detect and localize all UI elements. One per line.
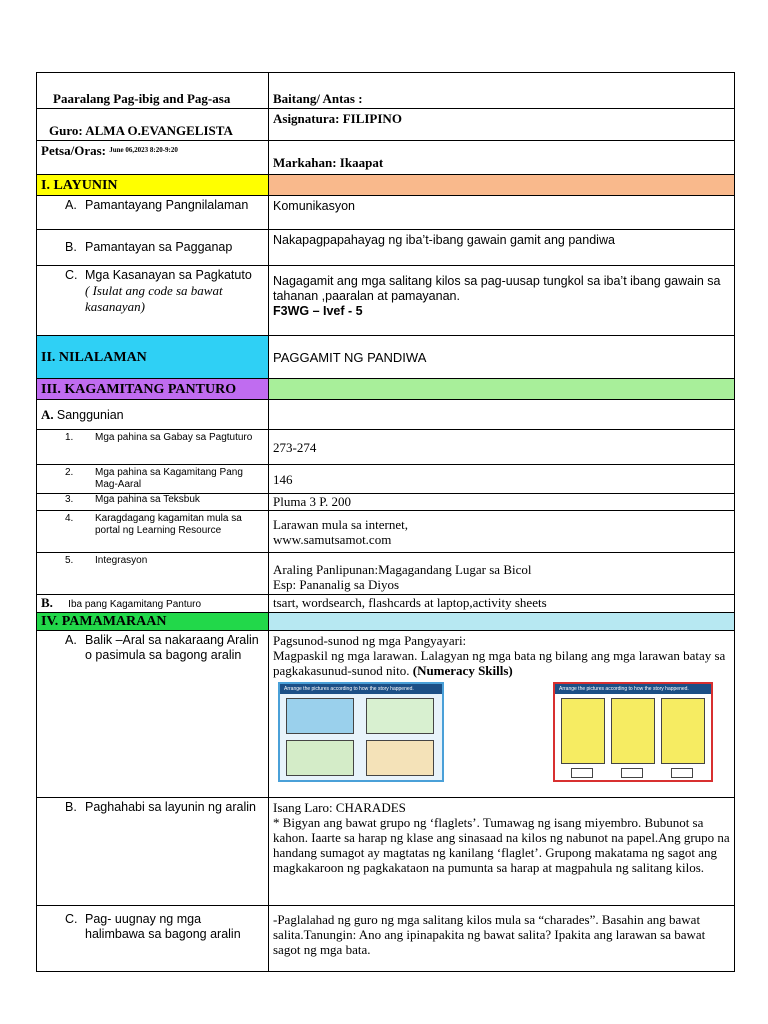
pamamaraan-title: IV. PAMAMARAAN bbox=[41, 614, 167, 629]
picture-stretch-icon bbox=[286, 740, 354, 776]
resource-value-4: Larawan mula sa internet, bbox=[273, 516, 408, 532]
layunin-c-letter: C. bbox=[65, 268, 78, 282]
kagamitan-header-right bbox=[269, 379, 735, 400]
picture-child-icon bbox=[661, 698, 705, 764]
sheet-caption-left: Arrange the pictures according to how the story happened. bbox=[280, 684, 442, 694]
resource-row-1 bbox=[37, 430, 269, 465]
resource-label-2: Mga pahina sa Kagamitang Pang Mag-Aaral bbox=[95, 467, 243, 490]
resource-value-cell-2 bbox=[269, 465, 735, 494]
resource-value-5b: Esp: Pananalig sa Diyos bbox=[273, 577, 400, 592]
layunin-a-value-cell bbox=[269, 196, 735, 230]
resource-num-5: 5. bbox=[65, 555, 74, 566]
pamamaraan-b-letter: B. bbox=[65, 800, 77, 814]
kagamitan-title: III. KAGAMITANG PANTURO bbox=[41, 382, 237, 397]
picture-girl-icon bbox=[561, 698, 605, 764]
picture-window-icon bbox=[286, 698, 354, 734]
date-label: Petsa/Oras: bbox=[41, 143, 106, 158]
pamamaraan-b-line1: Isang Laro: CHARADES bbox=[273, 800, 406, 815]
pamamaraan-a-text: Balik –Aral sa nakaraang Aralin o pasimula sa bagong aralin bbox=[85, 633, 259, 662]
activity-images bbox=[273, 678, 730, 784]
layunin-header-right bbox=[269, 175, 735, 196]
resource-num-3: 3. bbox=[65, 494, 74, 505]
school-name: Paaralang Pag-ibig and Pag-asa bbox=[53, 91, 231, 106]
layunin-b-value: Nakapagpapahayag ng iba’t-ibang gawain gamit ang pandiwa bbox=[273, 233, 615, 247]
layunin-header bbox=[37, 175, 269, 196]
quarter-label: Markahan: Ikaapat bbox=[273, 155, 384, 170]
sanggunian-cell bbox=[37, 400, 269, 430]
layunin-c-cell bbox=[37, 266, 269, 336]
resource-num-1: 1. bbox=[65, 432, 74, 443]
layunin-c-code: F3WG – Ivef - 5 bbox=[273, 304, 363, 318]
layunin-c-value-cell bbox=[269, 266, 735, 336]
layunin-c-note: ( Isulat ang code sa bawat kasanayan) bbox=[85, 283, 223, 314]
answer-box-2 bbox=[621, 768, 643, 778]
iba-pang-value: tsart, wordsearch, flashcards at laptop,activity sheets bbox=[273, 595, 547, 610]
layunin-a-value: Komunikasyon bbox=[273, 199, 355, 213]
answer-box-1 bbox=[571, 768, 593, 778]
subject-cell bbox=[269, 109, 735, 141]
teacher-cell bbox=[37, 109, 269, 141]
pamamaraan-c-cell bbox=[37, 906, 269, 972]
layunin-b-value-cell bbox=[269, 230, 735, 266]
subject-label: Asignatura: FILIPINO bbox=[273, 111, 402, 126]
grade-label: Baitang/ Antas : bbox=[273, 91, 363, 106]
resource-num-2: 2. bbox=[65, 467, 74, 478]
layunin-b-letter: B. bbox=[65, 240, 77, 254]
sanggunian-text: Sanggunian bbox=[56, 407, 124, 422]
picture-boy-icon bbox=[611, 698, 655, 764]
pamamaraan-b-text: Paghahabi sa layunin ng aralin bbox=[85, 800, 256, 814]
nilalaman-header bbox=[37, 336, 269, 379]
pamamaraan-c-value: -Paglalahad ng guro ng mga salitang kilos mula sa “charades”. Basahin ang bawat salita.Tanungin: Ano ang ipinapakita ng bawat salita? Ipakita ang larawan sa bawat sagot ng mga bata. bbox=[273, 912, 706, 957]
nilalaman-value: PAGGAMIT NG PANDIWA bbox=[273, 349, 427, 365]
pamamaraan-c-letter: C. bbox=[65, 912, 78, 926]
pamamaraan-a-value-cell bbox=[269, 631, 735, 798]
nilalaman-value-cell bbox=[269, 336, 735, 379]
resource-label-5: Integrasyon bbox=[95, 555, 148, 566]
pamamaraan-b-value-cell bbox=[269, 798, 735, 906]
layunin-c-text: Mga Kasanayan sa Pagkatuto bbox=[85, 268, 252, 282]
action-pictures-sheet bbox=[553, 682, 713, 782]
sheet-caption-right: Arrange the pictures according to how the story happened. bbox=[555, 684, 711, 694]
resource-label-1: Mga pahina sa Gabay sa Pagtuturo bbox=[95, 432, 253, 443]
lesson-plan-table bbox=[36, 72, 735, 972]
resource-value-cell-5 bbox=[269, 553, 735, 595]
pamamaraan-a-line1: Pagsunod-sunod ng mga Pangyayari: bbox=[273, 633, 467, 648]
layunin-b-text: Pamantayan sa Pagganap bbox=[85, 240, 233, 254]
pamamaraan-b-line2: * Bigyan ang bawat grupo ng ‘flaglets’. Tumawag ng isang miyembro. Bubunot sa kahon. Iaarte sa harap ng klase ang sinasaad na kilos ng nabunot na papel.Ang grupo na handang sumagot ay magtatas ng kanilang ‘flaglet’. Grupong makatama ng sagot ang magkakaroon ng pagkakataon na pumunta sa harap at magpahula ng salitang kilos. bbox=[273, 815, 730, 875]
pamamaraan-a-letter: A. bbox=[65, 633, 77, 647]
resource-row-3 bbox=[37, 494, 269, 511]
pamamaraan-a-line2: Magpaskil ng mga larawan. Lalagyan ng mga bata ng bilang ang mga larawan batay sa pagkakasunud-sunod nito. bbox=[273, 648, 726, 678]
quarter-cell bbox=[269, 141, 735, 175]
picture-toothbrush-icon bbox=[366, 698, 434, 734]
resource-label-4: Karagdagang kagamitan mula sa portal ng Learning Resource bbox=[95, 513, 242, 536]
resource-row-2 bbox=[37, 465, 269, 494]
resource-value-5: Araling Panlipunan:Magagandang Lugar sa Bicol bbox=[273, 562, 532, 577]
layunin-a-letter: A. bbox=[65, 198, 77, 212]
pamamaraan-header-right bbox=[269, 613, 735, 631]
layunin-title: I. LAYUNIN bbox=[41, 178, 118, 193]
resource-value-2: 146 bbox=[273, 471, 293, 487]
resource-value-3: Pluma 3 P. 200 bbox=[273, 494, 352, 509]
iba-pang-text: Iba pang Kagamitang Panturo bbox=[68, 599, 202, 610]
grade-cell bbox=[269, 73, 735, 109]
pamamaraan-a-cell bbox=[37, 631, 269, 798]
numeracy-skills-label: (Numeracy Skills) bbox=[412, 663, 513, 678]
iba-pang-kagamitan-cell bbox=[37, 595, 269, 613]
resource-value-cell-3 bbox=[269, 494, 735, 511]
resource-value-cell-1 bbox=[269, 430, 735, 465]
iba-pang-letter: B. bbox=[41, 595, 53, 610]
resource-row-4 bbox=[37, 511, 269, 553]
pamamaraan-c-value-cell bbox=[269, 906, 735, 972]
date-cell bbox=[37, 141, 269, 175]
resource-row-5 bbox=[37, 553, 269, 595]
school-cell bbox=[37, 73, 269, 109]
iba-pang-value-cell bbox=[269, 595, 735, 613]
layunin-a-text: Pamantayang Pangnilalaman bbox=[85, 198, 249, 212]
picture-bed-icon bbox=[366, 740, 434, 776]
resource-num-4: 4. bbox=[65, 513, 74, 524]
layunin-a-cell bbox=[37, 196, 269, 230]
sanggunian-letter: A. bbox=[41, 406, 54, 422]
pamamaraan-header bbox=[37, 613, 269, 631]
resource-value-cell-4 bbox=[269, 511, 735, 553]
resource-value-1: 273-274 bbox=[273, 439, 317, 455]
teacher-name: Guro: ALMA O.EVANGELISTA bbox=[49, 123, 233, 138]
resource-label-3: Mga pahina sa Teksbuk bbox=[95, 494, 200, 505]
date-value: June 06,2023 8:20-9:20 bbox=[109, 146, 178, 154]
layunin-b-cell bbox=[37, 230, 269, 266]
sanggunian-value-cell bbox=[269, 400, 735, 430]
pamamaraan-b-cell bbox=[37, 798, 269, 906]
kagamitan-header bbox=[37, 379, 269, 400]
nilalaman-title: II. NILALAMAN bbox=[41, 350, 147, 365]
pamamaraan-c-text: Pag- uugnay ng mga halimbawa sa bagong aralin bbox=[85, 912, 241, 941]
story-sequence-sheet bbox=[278, 682, 444, 782]
resource-value-4b: www.samutsamot.com bbox=[273, 531, 392, 547]
answer-box-3 bbox=[671, 768, 693, 778]
layunin-c-value: Nagagamit ang mga salitang kilos sa pag-uusap tungkol sa iba’t ibang gawain sa tahanan ,paaralan at pamayanan. bbox=[273, 274, 721, 303]
